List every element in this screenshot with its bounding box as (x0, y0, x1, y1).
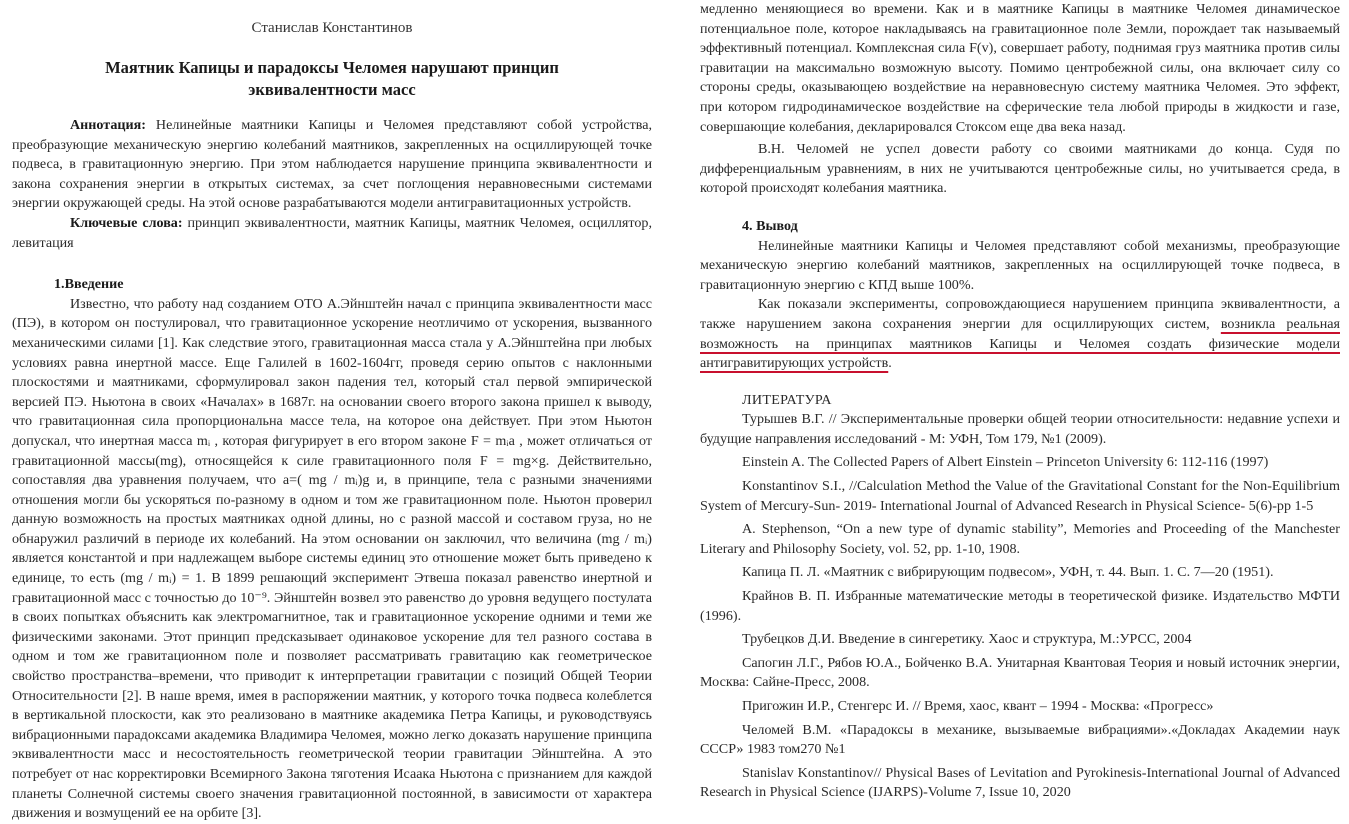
reference-item: Einstein A. The Collected Papers of Albert Einstein – Princeton University 6: 112-116 (1997) (742, 454, 1269, 471)
keywords (12, 214, 652, 253)
reference-item: Stanislav Konstantinov// Physical Bases of Levitation and Pyrokinesis-International Journal of Advanced Research in Physical Science (IJARPS)-Volume 7, Issue 10, 2020 (700, 764, 1340, 801)
experiments-paragraph (700, 295, 1340, 373)
abstract-text: Нелинейные маятники Капицы и Челомея представляют собой устройства, преобразующие механическую энергию колебаний маятников, закрепленных на осциллирующей точке подвеса, в гравитационную энергию. При этом наблюдается нарушение принципа эквивалентности и закона сохранения энергии в открытых системах, за счет поглощения неравновесными системами энергии окружающей среды. На этой основе разрабатываются модели антигравитационных устройств. (12, 117, 652, 212)
reference-item: Konstantinov S.I., //Calculation Method the Value of the Gravitational Constant for the Non-Equilibrium System of Mercury-Sun- 2019- International Journal of Advanced Research in Physical Science- 5(6)-pp 1-5 (700, 478, 1340, 514)
references-heading: ЛИТЕРАТУРА (742, 391, 832, 408)
abstract-label: Аннотация: (70, 117, 146, 133)
highlighted-conclusion: возникла реальная возможность на принципах маятников Капицы и Челомея создать физические модели антигравитирующих устройств (700, 315, 1340, 372)
paper-title-line-1: Маятник Капицы и парадоксы Челомея нарушают принцип (105, 58, 559, 77)
introduction-text: Известно, что работу над созданием ОТО А.Эйнштейн начал с принципа эквивалентности масс (ПЭ), в котором он постулировал, что гравитационное ускорение неотличимо от ускорения, вызванного механическими силами [1]. Как следствие этого, гравитационная масса стала у А.Эйнштейна при любых условиях равна инертной массе. Еще Галилей в 1602-1604гг, проведя серию опытов с наклонными плоскостями и маятниками, сформулировал закон падения тел, который стал первой эмпирической версией ПЭ. Ньютона в своих «Началах» в 1687г. на основании своего второго закона пришел к выводу, что гравитационная сила пропорциональна массе тела, на которое она действует. При этом Ньютон допускал, что инертная масса mᵢ , которая фигурирует в его втором законе F = mᵢa , может отличаться от гравитационной массы(mg), относящейся к силе гравитационного поля F = mg×g. Действительно, сопоставляя два уравнения получаем, что a=( mg / mᵢ)g и, в принципе, тела с разными значениями отношения могли бы ускоряться по-разному в одном и том же гравитационном поле. Ньютон проверил данную возможность на простых маятниках одной длины, но с разной массой и составом груза, но не обнаружил различий в периоде их колебаний. На этом основании он заключил, что величина (mg / mᵢ) является константой и при надлежащем выборе системы единиц это отношение может быть приведено к единице, то есть (mg / mᵢ) = 1. В 1899 решающий эксперимент Этвеша показал равенство инертной и гравитационной масс с точностью до 10⁻⁹. Эйнштейн возвел это равенство до уровня ведущего постулата в своих попытках объяснить как электромагнитное, так и гравитационное ускорение одними и теми же физическими законами. Этот принцип предсказывает одинаковое ускорение для тел разного состава в одном и том же гравитационном поле и позволяет рассматривать гравитацию как геометрическое свойство пространства–времени, что приводит к интерпретации гравитации с позиций Общей Теории Относительности [2]. В наше время, имея в распоряжении маятник, у которого точка подвеса колеблется в вертикальной плоскости, как это реализовано в маятнике академика Петра Капицы, и руководствуясь вибрационными парадоксами академика Владимира Челомея, можно легко доказать нарушение принципа эквивалентности масс и несостоятельность геометрической теории гравитации Эйнштейна. А это потребует от нас корректировки Всемирного Закона тяготения Исаака Ньютона с признанием для каждой планеты Солнечной системы своего значения гравитационной постоянной, в зависимости от характера движения и возмущений ее на орбите [3]. (12, 295, 652, 822)
keywords-label: Ключевые слова: (70, 214, 183, 231)
reference-item: Пригожин И.Р., Стенгерс И. // Время, хаос, квант – 1994 - Москва: «Прогресс» (742, 698, 1214, 714)
abstract (12, 116, 652, 214)
author-name: Станислав Константинов (251, 20, 413, 36)
section-heading-conclusion: 4. Вывод (742, 217, 798, 234)
chelomei-paragraph: В.Н. Челомей не успел довести работу со своими маятниками до конца. Судя по дифференциальным уравнениям, в них не учитываются центробежные силы, но учитывается среда, в которой происходят колебания маятника. (700, 141, 1340, 197)
experiments-text-end: . (888, 355, 892, 372)
reference-item: Капица П. Л. «Маятник с вибрирующим подвесом», УФН, т. 44. Вып. 1. С. 7—20 (1951). (742, 564, 1274, 581)
paper-title (12, 57, 652, 101)
conclusion-text: Нелинейные маятники Капицы и Челомея представляют собой механизмы, преобразующие механическую энергию колебаний маятников, закрепленных на осциллирующей точке подвеса, в гравитационную энергию с КПД выше 100%. (700, 237, 1340, 293)
references-list (700, 410, 1340, 803)
paper-title-line-2: эквивалентности масс (248, 80, 416, 99)
left-page (12, 0, 652, 824)
reference-item: A. Stephenson, “On a new type of dynamic stability”, Memories and Proceeding of the Manchester Literary and Philosophy Society, vol. 52, pp. 1-10, 1908. (700, 521, 1340, 557)
reference-item: Трубецков Д.И. Введение в сингеретику. Хаос и структура, М.:УРСС, 2004 (742, 631, 1192, 648)
reference-item: Сапогин Л.Г., Рябов Ю.А., Бойченко В.А. Унитарная Квантовая Теория и новый источник энергии, Москва: Сайне-Пресс, 2008. (700, 654, 1340, 691)
reference-item: Челомей В.М. «Парадоксы в механике, вызываемые вибрациями».«Докладах Академии наук СССР» 1983 том270 №1 (700, 721, 1340, 758)
section-heading-introduction: 1.Введение (54, 276, 124, 293)
reference-item: Крайнов В. П. Избранные математические методы в теоретической физике. Издательство МФТИ (1996). (700, 588, 1340, 624)
keywords-text: принцип эквивалентности, маятник Капицы, маятник Челомея, осциллятор, левитация (12, 214, 652, 251)
right-page (700, 0, 1340, 807)
experiments-text: Как показали эксперименты, сопровождающиеся нарушением принципа эквивалентности, а также нарушением закона сохранения энергии для осциллирующих систем, (700, 296, 1340, 332)
continuation-text: медленно меняющиеся во времени. Как и в маятнике Капицы в маятнике Челомея динамическое потенциальное поле, которое накладываясь на гравитационное поле Земли, порождает так называемый эффективный потенциал. Комплексная сила F(v), совершает работу, поднимая груз маятника против силы гравитации на максимально возможную высоту. Помимо центробежной силы, она включает силу со стороны среды, оказывающею воздействие на неравновесную систему маятника Челомея. Это эффект, при котором гидродинамическое воздействие на сферические тела любой природы в жидкости и газе, совершающие колебания, декларировался Стоксом еще два века назад. (700, 1, 1340, 135)
reference-item: Турышев В.Г. // Экспериментальные проверки общей теории относительности: недавние успехи и будущие направления исследований - М: УФН, Том 179, №1 (2009). (700, 411, 1340, 447)
